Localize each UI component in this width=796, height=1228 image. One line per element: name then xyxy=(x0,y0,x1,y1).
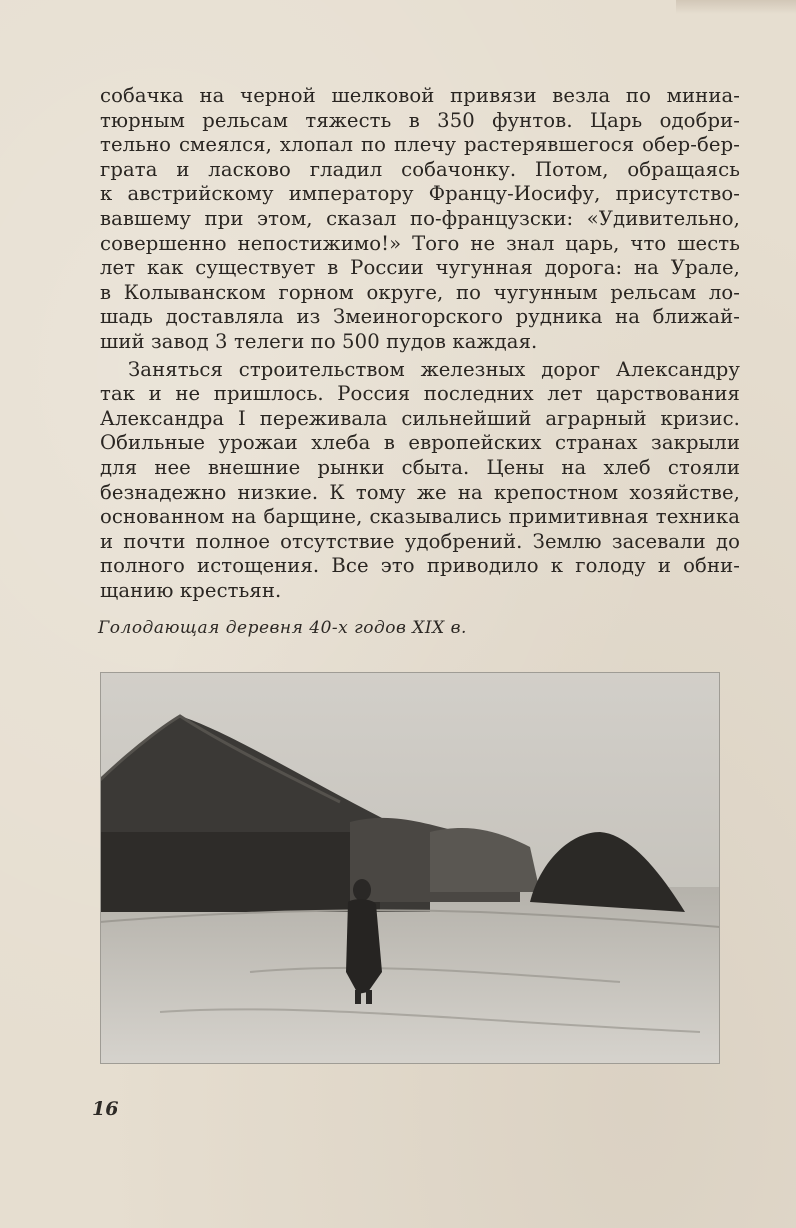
text-line: вавшему при этом, сказал по-французски: «Удивительно, xyxy=(100,206,740,230)
text-line: шадь доставляла из Змеиногорского рудника на ближай- xyxy=(100,305,740,329)
text-line: для нее внешние рынки сбыта. Цены на хлеб стояли xyxy=(100,455,740,479)
text-line: так и не пришлось. Россия последних лет царствования xyxy=(100,382,740,406)
page-edge-shadow xyxy=(676,0,796,14)
figure-caption: Голодающая деревня 40-х годов XIX в. xyxy=(98,618,467,638)
text-line: ший завод 3 телеги по 500 пудов каждая. xyxy=(100,329,538,353)
text-line: тельно смеялся, хлопал по плечу растерявшегося обер-бер- xyxy=(100,133,740,157)
text-line: в Колыванском горном округе, по чугунным рельсам ло- xyxy=(100,280,740,304)
text-line: Обильные урожаи хлеба в европейских странах закрыли xyxy=(100,431,740,455)
text-line: щанию крестьян. xyxy=(100,578,282,602)
text-line: безнадежно низкие. К тому же на крепостном хозяйстве, xyxy=(100,480,740,504)
text-line: полного истощения. Все это приводило к голоду и обни- xyxy=(100,554,740,578)
village-photo-illustration xyxy=(100,672,720,1064)
text-line: Александра I переживала сильнейший аграрный кризис. xyxy=(100,406,740,430)
text-line: и почти полное отсутствие удобрений. Землю засевали до xyxy=(100,529,740,553)
text-line: основанном на барщине, сказывались примитивная техника xyxy=(100,505,740,529)
text-line: к австрийскому императору Францу-Иосифу, присутство- xyxy=(100,182,740,206)
paragraph-1 xyxy=(100,84,740,355)
text-line: грата и ласково гладил собачонку. Потом, обращаясь xyxy=(100,157,740,181)
body-text xyxy=(100,84,740,603)
village-photo xyxy=(100,672,720,1064)
text-line: собачка на черной шелковой привязи везла по миниа- xyxy=(100,84,740,107)
paragraph-2 xyxy=(100,358,740,604)
text-line: совершенно непостижимо!» Того не знал царь, что шесть xyxy=(100,231,740,255)
text-line: лет как существует в России чугунная дорога: на Урале, xyxy=(100,256,740,280)
text-line: Заняться строительством железных дорог Александру xyxy=(128,357,740,381)
text-line: тюрным рельсам тяжесть в 350 фунтов. Царь одобри- xyxy=(100,108,740,132)
page-number: 16 xyxy=(92,1098,119,1120)
